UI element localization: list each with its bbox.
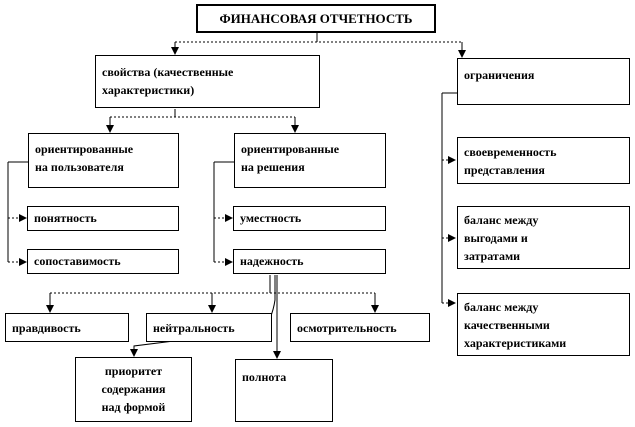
reliability-box: надежность xyxy=(233,249,386,274)
prudence-box: осмотрительность xyxy=(290,313,430,342)
completeness-box: полнота xyxy=(235,359,333,422)
connector-properties-branches xyxy=(110,109,295,132)
truthfulness-box: правдивость xyxy=(5,313,129,342)
user-oriented-box: ориентированные на пользователя xyxy=(28,133,179,188)
qualitative-balance-box: баланс между качественными характеристиками xyxy=(457,293,630,356)
relevance-box: уместность xyxy=(233,206,386,231)
financial-reporting-title: ФИНАНСОВАЯ ОТЧЕТНОСТЬ xyxy=(196,4,436,33)
benefit-cost-balance-box: баланс между выгодами и затратами xyxy=(457,206,630,269)
connector-decision-oriented-children xyxy=(214,162,234,262)
comparability-box: сопоставимость xyxy=(27,249,179,274)
connector-constraints-children xyxy=(442,93,457,303)
neutrality-box: нейтральность xyxy=(146,313,272,342)
connector-user-oriented-children xyxy=(8,162,28,262)
decision-oriented-box: ориентированные на решения xyxy=(234,133,386,188)
understandability-box: понятность xyxy=(27,206,179,231)
timeliness-box: своевременность представления xyxy=(457,137,630,184)
constraints-box: ограничения xyxy=(457,58,630,105)
connector-title-branches xyxy=(175,32,462,57)
substance-over-form-box: приоритет содержания над формой xyxy=(75,357,192,422)
properties-box: свойства (качественные характеристики) xyxy=(95,55,320,108)
